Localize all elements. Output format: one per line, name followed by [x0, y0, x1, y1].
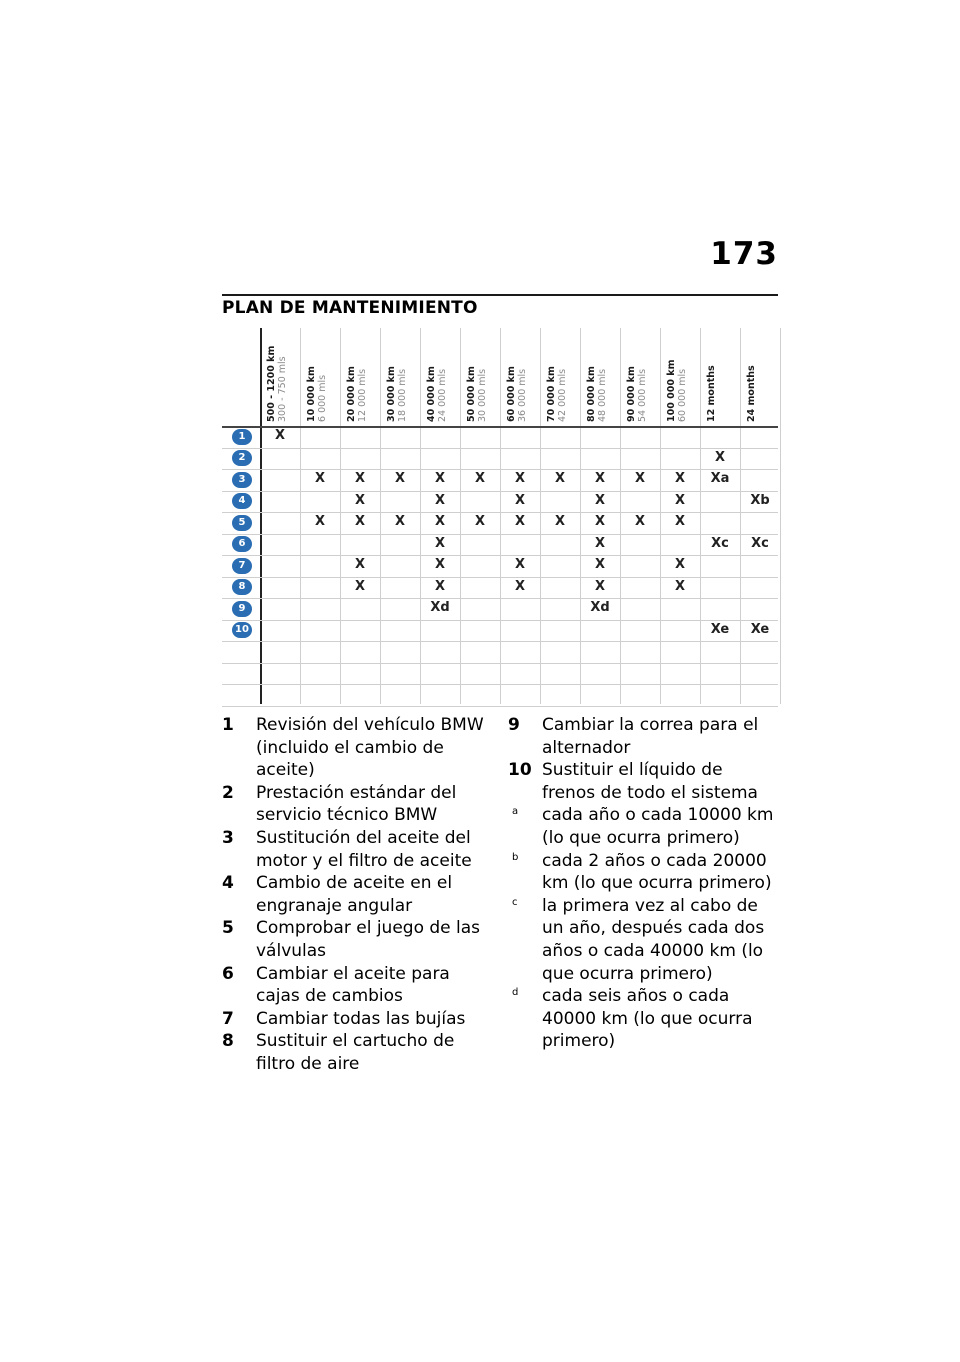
schedule-mark: X — [674, 492, 686, 508]
table-row-line — [222, 491, 778, 492]
column-header-mls: 6 000 mls — [317, 374, 328, 422]
column-header-label — [386, 366, 408, 422]
legend-item-text: Cambiar el aceite para cajas de cambios — [256, 963, 450, 1007]
legend-item-text: Cambiar la correa para el alternador — [542, 715, 759, 758]
table-row-line — [222, 512, 778, 513]
schedule-mark: X — [434, 471, 446, 486]
column-header-label — [666, 360, 688, 423]
schedule-mark: X — [594, 514, 606, 529]
table-row-line — [222, 448, 778, 449]
column-header-label — [426, 366, 448, 422]
legend-item-text: cada 2 años o cada 20000 km (lo que ocurra primero) — [542, 850, 772, 894]
legend-item — [222, 917, 492, 962]
schedule-mark: Xd — [430, 600, 450, 615]
legend-item-text: la primera vez al cabo de un año, después cada dos años o cada 40000 km (lo que ocurra primero) — [542, 895, 765, 984]
schedule-mark: X — [434, 535, 446, 551]
column-header-mls: 42 000 mls — [557, 368, 568, 422]
header-rule — [222, 294, 778, 296]
schedule-mark: X — [594, 471, 606, 486]
schedule-mark: Xb — [750, 492, 770, 508]
legend-item-number: 8 — [222, 1031, 234, 1052]
column-header-label — [466, 366, 488, 422]
column-header-mls: 30 000 mls — [477, 368, 488, 422]
row-number-badge: 5 — [232, 515, 252, 531]
row-number-badge: 1 — [232, 429, 252, 445]
legend-item — [222, 827, 492, 872]
column-header-km: 100 000 km — [666, 359, 677, 422]
schedule-mark: X — [674, 514, 686, 529]
legend-item-text: Sustituir el cartucho de filtro de aire — [256, 1031, 455, 1074]
legend-item — [508, 850, 778, 895]
page-number: 173 — [710, 236, 778, 272]
row-number-badge: 4 — [232, 493, 252, 509]
column-header-mls: 48 000 mls — [597, 368, 608, 422]
schedule-mark: X — [514, 514, 526, 529]
column-header-km: 24 months — [746, 365, 757, 422]
table-row-line — [222, 598, 778, 599]
legend-item-number: 1 — [222, 715, 234, 735]
schedule-mark: Xd — [590, 600, 610, 615]
row-number-badge: 3 — [232, 472, 252, 488]
schedule-mark: X — [674, 471, 686, 486]
legend-item — [508, 895, 778, 985]
table-row-line — [222, 577, 778, 578]
column-header — [620, 330, 660, 426]
schedule-mark: X — [514, 557, 526, 572]
column-header-label — [706, 365, 717, 422]
column-header — [660, 330, 700, 426]
column-header-km: 40 000 km — [426, 366, 437, 422]
column-header-km: 20 000 km — [346, 366, 357, 422]
legend-item-number: 5 — [222, 918, 234, 939]
maintenance-schedule-table — [222, 328, 778, 704]
column-header-label — [506, 366, 528, 422]
column-header-label — [546, 366, 568, 422]
legend-item-text: Prestación estándar del servicio técnico BMW — [256, 782, 457, 826]
schedule-mark: X — [394, 514, 406, 529]
column-header — [260, 330, 300, 426]
column-header — [700, 330, 740, 426]
column-header-km: 50 000 km — [466, 366, 477, 422]
schedule-mark: X — [314, 514, 326, 529]
legend-item-number: 6 — [222, 963, 234, 984]
table-row-line — [222, 684, 778, 685]
legend-right-column — [508, 714, 778, 1053]
legend-item — [222, 872, 492, 917]
column-header-label — [306, 366, 328, 422]
column-header-km: 500 - 1200 km — [266, 345, 277, 422]
schedule-mark: X — [514, 578, 526, 594]
legend-item-text: Sustituir el líquido de frenos de todo el sistema — [542, 760, 758, 803]
table-row-line — [222, 641, 778, 642]
legend-item-text: Revisión del vehículo BMW (incluido el cambio de aceite) — [256, 715, 484, 781]
column-header — [380, 330, 420, 426]
table-row-line — [222, 663, 778, 664]
legend-item-number: 4 — [222, 873, 234, 894]
schedule-mark: X — [634, 514, 646, 529]
legend-footnote-marker: c — [512, 896, 518, 908]
column-header-label — [626, 366, 648, 422]
schedule-mark: X — [554, 514, 566, 529]
table-row-line — [222, 706, 778, 707]
schedule-mark: X — [554, 471, 566, 486]
column-header-mls: 54 000 mls — [637, 368, 648, 422]
column-header-mls: 12 000 mls — [357, 368, 368, 422]
legend-item-number: 7 — [222, 1008, 234, 1029]
schedule-mark: X — [354, 557, 366, 572]
schedule-mark: X — [594, 578, 606, 594]
table-row-line — [222, 534, 778, 535]
schedule-mark: Xc — [711, 535, 729, 551]
column-header-km: 12 months — [706, 365, 717, 422]
legend-footnote-marker: b — [512, 851, 519, 863]
column-header-km: 80 000 km — [586, 366, 597, 422]
schedule-mark: X — [314, 471, 326, 486]
table-row-line — [222, 620, 778, 621]
legend-item-number: 9 — [508, 715, 520, 735]
legend-item-number: 10 — [508, 760, 532, 781]
row-number-badge: 8 — [232, 579, 252, 595]
schedule-mark: X — [354, 471, 366, 486]
schedule-mark: X — [594, 557, 606, 572]
column-header-km: 70 000 km — [546, 366, 557, 422]
table-row-line — [222, 469, 778, 470]
legend-left-column — [222, 714, 492, 1076]
schedule-mark: X — [594, 535, 606, 551]
column-header-label — [346, 366, 368, 422]
column-header-mls: 60 000 mls — [677, 368, 688, 422]
schedule-mark: X — [394, 471, 406, 486]
row-number-badge: 7 — [232, 558, 252, 574]
column-header-km: 10 000 km — [306, 366, 317, 422]
legend-item-text: Cambiar todas las bujías — [256, 1008, 466, 1029]
schedule-mark: X — [434, 514, 446, 529]
schedule-mark: X — [674, 578, 686, 594]
schedule-mark: X — [714, 449, 726, 465]
legend-footnote-marker: a — [512, 806, 519, 818]
schedule-mark: X — [594, 492, 606, 508]
column-header — [340, 330, 380, 426]
legend-item — [222, 782, 492, 827]
column-header-label — [266, 346, 288, 422]
row-number-badge: 9 — [232, 601, 252, 617]
schedule-mark: X — [434, 492, 446, 508]
table-row-line — [222, 426, 778, 428]
legend-item-text: cada seis años o cada 40000 km (lo que ocurra primero) — [542, 986, 753, 1052]
column-header-mls: 18 000 mls — [397, 368, 408, 422]
table-row-line — [222, 555, 778, 556]
schedule-mark: X — [434, 578, 446, 594]
schedule-mark: X — [674, 557, 686, 572]
row-number-badge: 6 — [232, 536, 252, 552]
legend-item — [508, 714, 778, 759]
column-header — [460, 330, 500, 426]
schedule-mark: X — [474, 514, 486, 529]
schedule-mark: Xc — [751, 535, 769, 551]
schedule-mark: X — [514, 492, 526, 508]
column-header — [740, 330, 780, 426]
column-header — [420, 330, 460, 426]
column-header-km: 30 000 km — [386, 366, 397, 422]
legend-item-text: Comprobar el juego de las válvulas — [256, 918, 481, 961]
schedule-mark: Xe — [750, 621, 770, 637]
legend-item — [222, 1008, 492, 1031]
section-title: PLAN DE MANTENIMIENTO — [222, 298, 478, 318]
legend-item-number: 3 — [222, 827, 234, 848]
legend-item — [508, 804, 778, 849]
column-header-km: 90 000 km — [626, 366, 637, 422]
row-number-badge: 10 — [232, 622, 252, 638]
legend-item — [508, 985, 778, 1053]
column-header — [300, 330, 340, 426]
legend-item — [222, 963, 492, 1008]
column-header-mls: 24 000 mls — [437, 368, 448, 422]
column-header — [580, 330, 620, 426]
column-header — [500, 330, 540, 426]
schedule-mark: X — [354, 514, 366, 529]
column-header-mls: 300 - 750 mls — [277, 356, 288, 422]
column-header-label — [746, 365, 757, 422]
legend-item-text: cada año o cada 10000 km (lo que ocurra primero) — [542, 805, 774, 848]
legend-item — [222, 714, 492, 782]
legend-item-text: Cambio de aceite en el engranaje angular — [256, 873, 453, 916]
legend-item — [508, 759, 778, 804]
column-header — [540, 330, 580, 426]
column-header-label — [586, 366, 608, 422]
row-number-badge: 2 — [232, 450, 252, 466]
table-column-line — [780, 328, 781, 704]
schedule-mark: X — [274, 428, 286, 443]
column-header-km: 60 000 km — [506, 366, 517, 422]
legend-footnote-marker: d — [512, 987, 519, 999]
legend-item-text: Sustitución del aceite del motor y el filtro de aceite — [256, 827, 472, 871]
schedule-mark: X — [634, 471, 646, 486]
schedule-mark: X — [434, 557, 446, 572]
legend-item — [222, 1030, 492, 1075]
column-header-mls: 36 000 mls — [517, 368, 528, 422]
legend-item-number: 2 — [222, 782, 234, 803]
schedule-mark: X — [514, 471, 526, 486]
schedule-mark: Xa — [710, 471, 730, 486]
schedule-mark: Xe — [710, 621, 730, 637]
schedule-mark: X — [354, 492, 366, 508]
schedule-mark: X — [354, 578, 366, 594]
schedule-mark: X — [474, 471, 486, 486]
